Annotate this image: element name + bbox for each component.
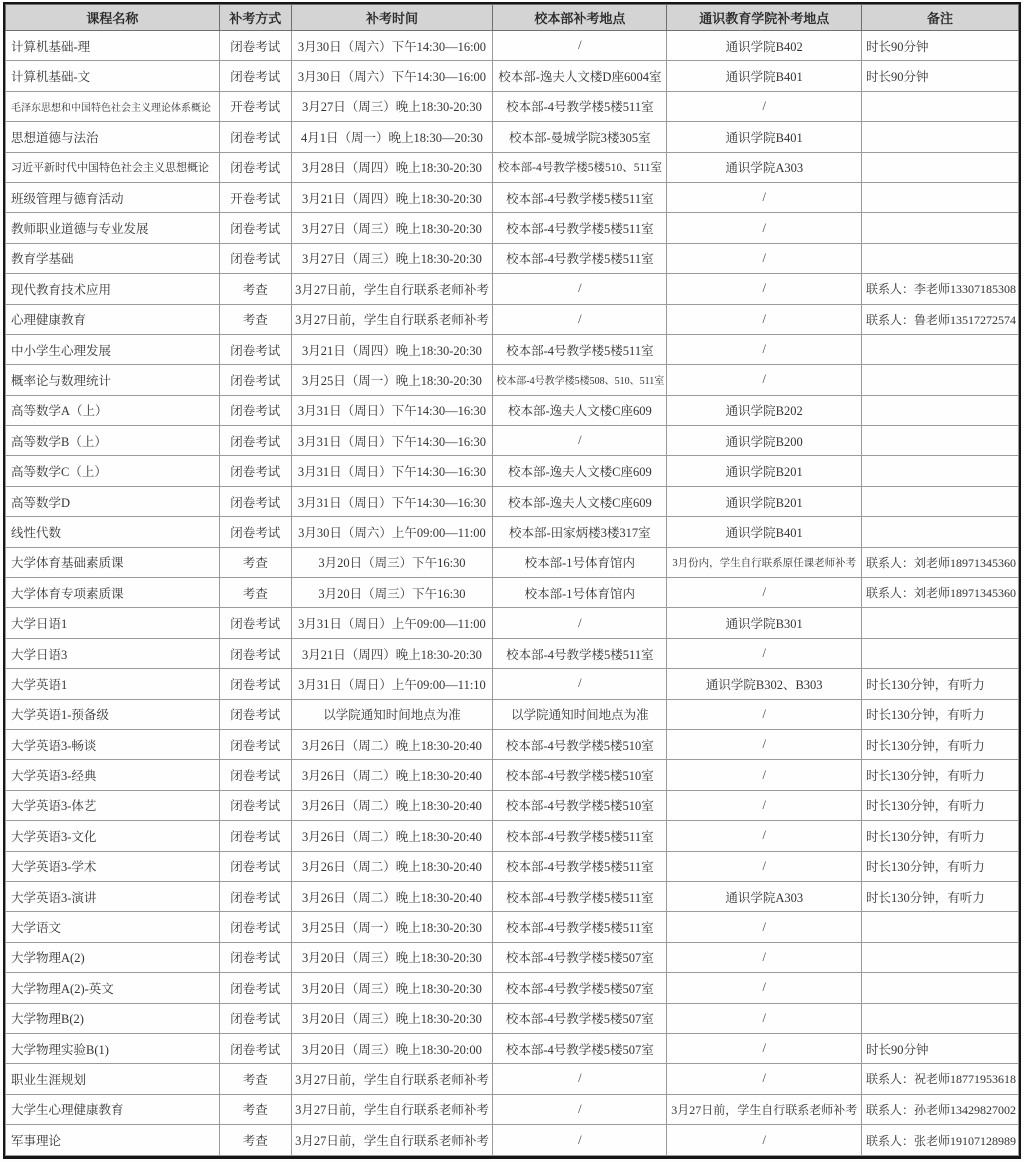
general-college-location-cell: 通识学院A303	[667, 881, 861, 911]
main-campus-location-cell: 校本部-4号教学楼5楼511室	[493, 213, 667, 243]
main-campus-location-cell: 校本部-1号体育馆内	[493, 547, 667, 577]
table-row	[6, 1064, 1019, 1094]
remarks-cell: 联系人：刘老师18971345360	[861, 578, 1018, 608]
exam-method-cell: 闭卷考试	[219, 31, 291, 61]
exam-time-cell: 3月20日（周三）晚上18:30-20:30	[291, 942, 493, 972]
main-campus-location-cell: 校本部-4号教学楼5楼507室	[493, 1003, 667, 1033]
general-college-location-cell: 通识学院B401	[667, 517, 861, 547]
table-row	[6, 973, 1019, 1003]
remarks-cell: 联系人：张老师19107128989	[861, 1125, 1018, 1156]
header-exam-time: 补考时间	[291, 5, 493, 31]
remarks-cell	[861, 912, 1018, 942]
exam-time-cell: 3月27日前，学生自行联系老师补考	[291, 304, 493, 334]
main-campus-location-cell: 校本部-4号教学楼5楼507室	[493, 1033, 667, 1063]
table-row	[6, 213, 1019, 243]
remarks-cell	[861, 638, 1018, 668]
remarks-cell	[861, 365, 1018, 395]
table-row	[6, 1003, 1019, 1033]
course-name-cell: 思想道德与法治	[6, 122, 220, 152]
exam-time-cell: 3月31日（周日）下午14:30—16:30	[291, 395, 493, 425]
exam-time-cell: 3月27日（周三）晚上18:30-20:30	[291, 91, 493, 121]
course-name-cell: 大学英语3-体艺	[6, 790, 220, 820]
main-campus-location-cell: 校本部-逸夫人文楼D座6004室	[493, 61, 667, 91]
exam-method-cell: 闭卷考试	[219, 729, 291, 759]
remarks-cell	[861, 1003, 1018, 1033]
table-row	[6, 152, 1019, 182]
course-name-cell: 大学英语3-畅谈	[6, 729, 220, 759]
general-college-location-cell: /	[667, 851, 861, 881]
main-campus-location-cell: /	[493, 608, 667, 638]
general-college-location-cell: 通识学院B200	[667, 426, 861, 456]
remarks-cell: 联系人：李老师13307185308	[861, 274, 1018, 304]
course-name-cell: 教育学基础	[6, 243, 220, 273]
course-name-cell: 心理健康教育	[6, 304, 220, 334]
exam-time-cell: 3月20日（周三）晚上18:30-20:00	[291, 1033, 493, 1063]
main-campus-location-cell: 校本部-曼城学院3楼305室	[493, 122, 667, 152]
remarks-cell	[861, 517, 1018, 547]
exam-time-cell: 3月20日（周三）晚上18:30-20:30	[291, 973, 493, 1003]
exam-method-cell: 闭卷考试	[219, 365, 291, 395]
general-college-location-cell: /	[667, 213, 861, 243]
exam-method-cell: 考查	[219, 1094, 291, 1124]
course-name-cell: 计算机基础-理	[6, 31, 220, 61]
table-body	[6, 31, 1019, 1156]
exam-method-cell: 闭卷考试	[219, 821, 291, 851]
remarks-cell: 时长130分钟，有听力	[861, 790, 1018, 820]
table-row	[6, 790, 1019, 820]
remarks-cell	[861, 426, 1018, 456]
general-college-location-cell: /	[667, 334, 861, 364]
main-campus-location-cell: 校本部-4号教学楼5楼511室	[493, 851, 667, 881]
remarks-cell: 时长130分钟，有听力	[861, 669, 1018, 699]
remarks-cell	[861, 456, 1018, 486]
course-name-cell: 大学物理实验B(1)	[6, 1033, 220, 1063]
table-row	[6, 486, 1019, 516]
exam-method-cell: 闭卷考试	[219, 1033, 291, 1063]
table-row	[6, 365, 1019, 395]
course-name-cell: 大学语文	[6, 912, 220, 942]
main-campus-location-cell: 校本部-4号教学楼5楼510室	[493, 790, 667, 820]
exam-time-cell: 3月25日（周一）晚上18:30-20:30	[291, 912, 493, 942]
general-college-location-cell: /	[667, 973, 861, 1003]
exam-method-cell: 闭卷考试	[219, 61, 291, 91]
remarks-cell	[861, 608, 1018, 638]
main-campus-location-cell: /	[493, 31, 667, 61]
remarks-cell: 时长130分钟，有听力	[861, 821, 1018, 851]
general-college-location-cell: 通识学院B302、B303	[667, 669, 861, 699]
exam-time-cell: 3月31日（周日）上午09:00—11:10	[291, 669, 493, 699]
exam-time-cell: 3月26日（周二）晚上18:30-20:40	[291, 851, 493, 881]
exam-method-cell: 考查	[219, 547, 291, 577]
general-college-location-cell: /	[667, 821, 861, 851]
general-college-location-cell: /	[667, 729, 861, 759]
header-remarks: 备注	[861, 5, 1018, 31]
exam-method-cell: 开卷考试	[219, 91, 291, 121]
remarks-cell: 时长130分钟，有听力	[861, 729, 1018, 759]
table-row	[6, 122, 1019, 152]
makeup-exam-schedule-table	[5, 4, 1019, 1156]
main-campus-location-cell: /	[493, 669, 667, 699]
course-name-cell: 毛泽东思想和中国特色社会主义理论体系概论	[6, 91, 220, 121]
course-name-cell: 大学体育专项素质课	[6, 578, 220, 608]
main-campus-location-cell: 校本部-4号教学楼5楼508、510、511室	[493, 365, 667, 395]
exam-time-cell: 3月26日（周二）晚上18:30-20:40	[291, 790, 493, 820]
main-campus-location-cell: 校本部-逸夫人文楼C座609	[493, 456, 667, 486]
table-row	[6, 942, 1019, 972]
exam-method-cell: 闭卷考试	[219, 213, 291, 243]
table-row	[6, 91, 1019, 121]
general-college-location-cell: 通识学院B201	[667, 456, 861, 486]
remarks-cell	[861, 213, 1018, 243]
table-row	[6, 304, 1019, 334]
exam-time-cell: 3月27日前，学生自行联系老师补考	[291, 1125, 493, 1156]
table-row	[6, 881, 1019, 911]
table-row	[6, 31, 1019, 61]
table-row	[6, 851, 1019, 881]
remarks-cell	[861, 486, 1018, 516]
main-campus-location-cell: 校本部-逸夫人文楼C座609	[493, 486, 667, 516]
exam-method-cell: 闭卷考试	[219, 486, 291, 516]
table-row	[6, 821, 1019, 851]
table-row	[6, 699, 1019, 729]
general-college-location-cell: 通识学院B402	[667, 31, 861, 61]
exam-time-cell: 3月26日（周二）晚上18:30-20:40	[291, 729, 493, 759]
exam-method-cell: 闭卷考试	[219, 334, 291, 364]
general-college-location-cell: /	[667, 182, 861, 212]
exam-time-cell: 3月21日（周四）晚上18:30-20:30	[291, 638, 493, 668]
course-name-cell: 大学英语3-文化	[6, 821, 220, 851]
table-row	[6, 547, 1019, 577]
course-name-cell: 大学日语1	[6, 608, 220, 638]
exam-time-cell: 3月27日前，学生自行联系老师补考	[291, 1094, 493, 1124]
remarks-cell: 时长130分钟，有听力	[861, 760, 1018, 790]
remarks-cell: 联系人：刘老师18971345360	[861, 547, 1018, 577]
course-name-cell: 大学物理B(2)	[6, 1003, 220, 1033]
general-college-location-cell: 通识学院B202	[667, 395, 861, 425]
course-name-cell: 大学物理A(2)-英文	[6, 973, 220, 1003]
exam-time-cell: 3月20日（周三）晚上18:30-20:30	[291, 1003, 493, 1033]
course-name-cell: 大学英语3-学术	[6, 851, 220, 881]
table-row	[6, 61, 1019, 91]
main-campus-location-cell: /	[493, 1094, 667, 1124]
remarks-cell: 时长90分钟	[861, 61, 1018, 91]
main-campus-location-cell: /	[493, 304, 667, 334]
header-course-name: 课程名称	[6, 5, 220, 31]
exam-time-cell: 3月21日（周四）晚上18:30-20:30	[291, 182, 493, 212]
remarks-cell	[861, 91, 1018, 121]
general-college-location-cell: /	[667, 638, 861, 668]
general-college-location-cell: 3月份内，学生自行联系原任课老师补考	[667, 547, 861, 577]
course-name-cell: 高等数学B（上）	[6, 426, 220, 456]
exam-time-cell: 3月30日（周六）上午09:00—11:00	[291, 517, 493, 547]
table-row	[6, 334, 1019, 364]
header-main-campus-location: 校本部补考地点	[493, 5, 667, 31]
course-name-cell: 现代教育技术应用	[6, 274, 220, 304]
main-campus-location-cell: 校本部-4号教学楼5楼511室	[493, 243, 667, 273]
remarks-cell	[861, 122, 1018, 152]
main-campus-location-cell: 校本部-逸夫人文楼C座609	[493, 395, 667, 425]
main-campus-location-cell: 校本部-4号教学楼5楼511室	[493, 638, 667, 668]
exam-time-cell: 3月27日（周三）晚上18:30-20:30	[291, 213, 493, 243]
main-campus-location-cell: /	[493, 1064, 667, 1094]
main-campus-location-cell: 校本部-4号教学楼5楼511室	[493, 334, 667, 364]
exam-method-cell: 闭卷考试	[219, 243, 291, 273]
remarks-cell: 联系人：孙老师13429827002	[861, 1094, 1018, 1124]
exam-method-cell: 考查	[219, 1125, 291, 1156]
table-row	[6, 274, 1019, 304]
table-row	[6, 395, 1019, 425]
general-college-location-cell: /	[667, 942, 861, 972]
exam-method-cell: 闭卷考试	[219, 699, 291, 729]
main-campus-location-cell: /	[493, 274, 667, 304]
course-name-cell: 大学英语3-演讲	[6, 881, 220, 911]
remarks-cell: 联系人：祝老师18771953618	[861, 1064, 1018, 1094]
exam-method-cell: 闭卷考试	[219, 790, 291, 820]
exam-method-cell: 考查	[219, 274, 291, 304]
main-campus-location-cell: 校本部-4号教学楼5楼511室	[493, 821, 667, 851]
table-row	[6, 517, 1019, 547]
main-campus-location-cell: 校本部-田家炳楼3楼317室	[493, 517, 667, 547]
main-campus-location-cell: 校本部-4号教学楼5楼511室	[493, 912, 667, 942]
exam-method-cell: 闭卷考试	[219, 395, 291, 425]
general-college-location-cell: 通识学院B401	[667, 122, 861, 152]
exam-method-cell: 闭卷考试	[219, 122, 291, 152]
exam-method-cell: 闭卷考试	[219, 973, 291, 1003]
table-header	[6, 5, 1019, 31]
table-row	[6, 426, 1019, 456]
remarks-cell	[861, 973, 1018, 1003]
exam-method-cell: 闭卷考试	[219, 1003, 291, 1033]
table-row	[6, 243, 1019, 273]
course-name-cell: 大学英语3-经典	[6, 760, 220, 790]
exam-time-cell: 以学院通知时间地点为准	[291, 699, 493, 729]
exam-time-cell: 4月1日（周一）晚上18:30—20:30	[291, 122, 493, 152]
exam-method-cell: 闭卷考试	[219, 669, 291, 699]
table-row	[6, 608, 1019, 638]
course-name-cell: 班级管理与德育活动	[6, 182, 220, 212]
general-college-location-cell: /	[667, 365, 861, 395]
exam-method-cell: 闭卷考试	[219, 638, 291, 668]
table-row	[6, 578, 1019, 608]
course-name-cell: 大学日语3	[6, 638, 220, 668]
general-college-location-cell: 通识学院A303	[667, 152, 861, 182]
remarks-cell: 时长130分钟，有听力	[861, 881, 1018, 911]
course-name-cell: 计算机基础-文	[6, 61, 220, 91]
main-campus-location-cell: /	[493, 1125, 667, 1156]
exam-time-cell: 3月31日（周日）下午14:30—16:30	[291, 486, 493, 516]
main-campus-location-cell: 校本部-4号教学楼5楼510、511室	[493, 152, 667, 182]
exam-time-cell: 3月31日（周日）下午14:30—16:30	[291, 426, 493, 456]
exam-method-cell: 闭卷考试	[219, 851, 291, 881]
exam-method-cell: 闭卷考试	[219, 426, 291, 456]
remarks-cell	[861, 243, 1018, 273]
table-row	[6, 456, 1019, 486]
exam-time-cell: 3月31日（周日）上午09:00—11:00	[291, 608, 493, 638]
main-campus-location-cell: 校本部-4号教学楼5楼510室	[493, 729, 667, 759]
remarks-cell: 时长90分钟	[861, 31, 1018, 61]
course-name-cell: 大学生心理健康教育	[6, 1094, 220, 1124]
general-college-location-cell: /	[667, 699, 861, 729]
main-campus-location-cell: 校本部-4号教学楼5楼510室	[493, 760, 667, 790]
table-row	[6, 912, 1019, 942]
general-college-location-cell: /	[667, 243, 861, 273]
table-row	[6, 1033, 1019, 1063]
exam-time-cell: 3月30日（周六）下午14:30—16:00	[291, 31, 493, 61]
main-campus-location-cell: 校本部-4号教学楼5楼507室	[493, 942, 667, 972]
general-college-location-cell: /	[667, 91, 861, 121]
course-name-cell: 军事理论	[6, 1125, 220, 1156]
general-college-location-cell: 通识学院B201	[667, 486, 861, 516]
course-name-cell: 高等数学A（上）	[6, 395, 220, 425]
exam-time-cell: 3月31日（周日）下午14:30—16:30	[291, 456, 493, 486]
general-college-location-cell: /	[667, 304, 861, 334]
remarks-cell: 联系人：鲁老师13517272574	[861, 304, 1018, 334]
exam-method-cell: 闭卷考试	[219, 608, 291, 638]
exam-time-cell: 3月27日前，学生自行联系老师补考	[291, 1064, 493, 1094]
exam-method-cell: 考查	[219, 304, 291, 334]
exam-time-cell: 3月26日（周二）晚上18:30-20:40	[291, 821, 493, 851]
table-row	[6, 760, 1019, 790]
general-college-location-cell: /	[667, 274, 861, 304]
remarks-cell	[861, 395, 1018, 425]
general-college-location-cell: 通识学院B401	[667, 61, 861, 91]
exam-method-cell: 闭卷考试	[219, 760, 291, 790]
course-name-cell: 大学英语1	[6, 669, 220, 699]
table-row	[6, 669, 1019, 699]
exam-time-cell: 3月27日前，学生自行联系老师补考	[291, 274, 493, 304]
course-name-cell: 线性代数	[6, 517, 220, 547]
remarks-cell	[861, 152, 1018, 182]
general-college-location-cell: 3月27日前，学生自行联系老师补考	[667, 1094, 861, 1124]
main-campus-location-cell: /	[493, 426, 667, 456]
exam-method-cell: 闭卷考试	[219, 152, 291, 182]
course-name-cell: 大学体育基础素质课	[6, 547, 220, 577]
course-name-cell: 大学物理A(2)	[6, 942, 220, 972]
course-name-cell: 概率论与数理统计	[6, 365, 220, 395]
header-general-college-location: 通识教育学院补考地点	[667, 5, 861, 31]
main-campus-location-cell: 校本部-1号体育馆内	[493, 578, 667, 608]
main-campus-location-cell: 校本部-4号教学楼5楼511室	[493, 182, 667, 212]
main-campus-location-cell: 校本部-4号教学楼5楼511室	[493, 91, 667, 121]
table-row	[6, 182, 1019, 212]
exam-method-cell: 考查	[219, 578, 291, 608]
remarks-cell	[861, 334, 1018, 364]
main-campus-location-cell: 校本部-4号教学楼5楼511室	[493, 881, 667, 911]
remarks-cell: 时长130分钟，有听力	[861, 699, 1018, 729]
header-exam-method: 补考方式	[219, 5, 291, 31]
table-row	[6, 1125, 1019, 1156]
general-college-location-cell: 通识学院B301	[667, 608, 861, 638]
exam-time-cell: 3月26日（周二）晚上18:30-20:40	[291, 881, 493, 911]
main-campus-location-cell: 校本部-4号教学楼5楼507室	[493, 973, 667, 1003]
table-frame	[3, 2, 1021, 1159]
exam-time-cell: 3月28日（周四）晚上18:30-20:30	[291, 152, 493, 182]
course-name-cell: 高等数学C（上）	[6, 456, 220, 486]
table-row	[6, 729, 1019, 759]
exam-method-cell: 考查	[219, 1064, 291, 1094]
header-row	[6, 5, 1019, 31]
course-name-cell: 习近平新时代中国特色社会主义思想概论	[6, 152, 220, 182]
general-college-location-cell: /	[667, 912, 861, 942]
remarks-cell: 时长90分钟	[861, 1033, 1018, 1063]
exam-method-cell: 闭卷考试	[219, 942, 291, 972]
remarks-cell: 时长130分钟，有听力	[861, 851, 1018, 881]
exam-method-cell: 闭卷考试	[219, 517, 291, 547]
exam-time-cell: 3月26日（周二）晚上18:30-20:40	[291, 760, 493, 790]
exam-method-cell: 开卷考试	[219, 182, 291, 212]
general-college-location-cell: /	[667, 1125, 861, 1156]
remarks-cell	[861, 942, 1018, 972]
table-row	[6, 638, 1019, 668]
main-campus-location-cell: 以学院通知时间地点为准	[493, 699, 667, 729]
remarks-cell	[861, 182, 1018, 212]
general-college-location-cell: /	[667, 1033, 861, 1063]
exam-method-cell: 闭卷考试	[219, 881, 291, 911]
exam-time-cell: 3月20日（周三）下午16:30	[291, 547, 493, 577]
exam-time-cell: 3月20日（周三）下午16:30	[291, 578, 493, 608]
exam-time-cell: 3月21日（周四）晚上18:30-20:30	[291, 334, 493, 364]
exam-method-cell: 闭卷考试	[219, 912, 291, 942]
exam-time-cell: 3月30日（周六）下午14:30—16:00	[291, 61, 493, 91]
general-college-location-cell: /	[667, 760, 861, 790]
course-name-cell: 职业生涯规划	[6, 1064, 220, 1094]
course-name-cell: 高等数学D	[6, 486, 220, 516]
exam-time-cell: 3月25日（周一）晚上18:30-20:30	[291, 365, 493, 395]
general-college-location-cell: /	[667, 1064, 861, 1094]
general-college-location-cell: /	[667, 578, 861, 608]
exam-method-cell: 闭卷考试	[219, 456, 291, 486]
exam-time-cell: 3月27日（周三）晚上18:30-20:30	[291, 243, 493, 273]
course-name-cell: 中小学生心理发展	[6, 334, 220, 364]
course-name-cell: 大学英语1-预备级	[6, 699, 220, 729]
course-name-cell: 教师职业道德与专业发展	[6, 213, 220, 243]
general-college-location-cell: /	[667, 790, 861, 820]
table-row	[6, 1094, 1019, 1124]
general-college-location-cell: /	[667, 1003, 861, 1033]
